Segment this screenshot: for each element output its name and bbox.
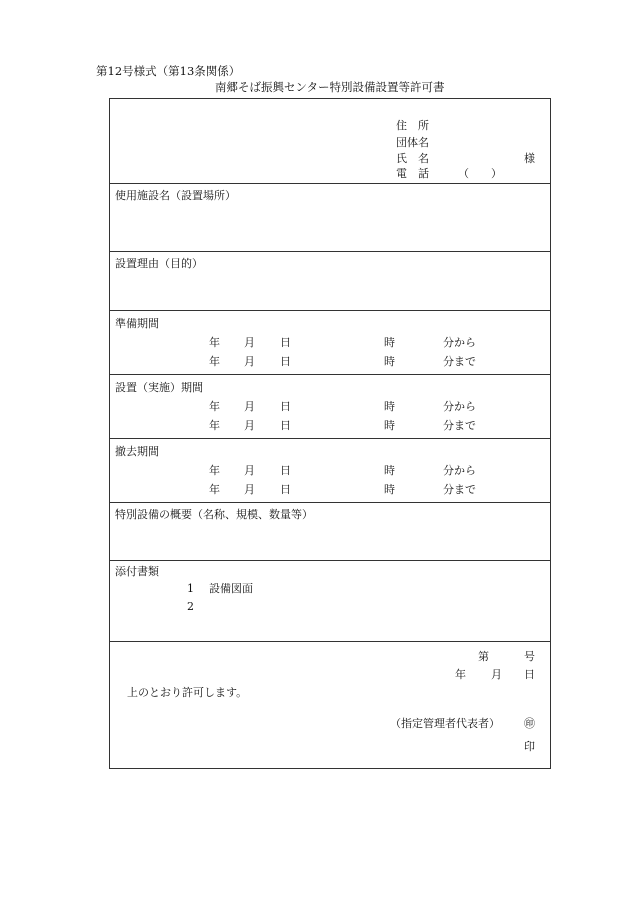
install-from-year: 年 [209, 400, 220, 413]
divider-attachments [109, 641, 551, 642]
install-to-day: 日 [280, 419, 291, 432]
honorific: 様 [524, 152, 535, 165]
removal-from-minute: 分から [443, 464, 476, 477]
removal-to-day: 日 [280, 483, 291, 496]
address-label: 住 所 [396, 119, 429, 132]
manager-label: （指定管理者代表者） [390, 717, 500, 730]
prep-to-hour: 時 [384, 355, 395, 368]
overview-label: 特別設備の概要（名称、規模、数量等） [115, 508, 313, 521]
attachments-label: 添付書類 [115, 565, 159, 578]
seal-mark-icon: ㊞ [524, 717, 535, 730]
removal-from-year: 年 [209, 464, 220, 477]
phone-parens: （ ） [458, 167, 502, 180]
prep-to-year: 年 [209, 355, 220, 368]
removal-to-minute: 分まで [443, 483, 476, 496]
divider-reason [109, 310, 551, 311]
removal-to-hour: 時 [384, 483, 395, 496]
approval-dai: 第 [478, 650, 489, 663]
divider-install [109, 438, 551, 439]
approval-go: 号 [524, 650, 535, 663]
install-from-day: 日 [280, 400, 291, 413]
divider-prep [109, 374, 551, 375]
install-to-minute: 分まで [443, 419, 476, 432]
prep-from-month: 月 [244, 336, 255, 349]
group-label: 団体名 [396, 136, 429, 149]
prep-to-month: 月 [244, 355, 255, 368]
attachment-1-number: 1 [187, 582, 194, 595]
divider-applicant [109, 183, 551, 184]
install-to-hour: 時 [384, 419, 395, 432]
removal-from-month: 月 [244, 464, 255, 477]
install-to-year: 年 [209, 419, 220, 432]
prep-to-day: 日 [280, 355, 291, 368]
prep-to-minute: 分まで [443, 355, 476, 368]
approval-month: 月 [491, 668, 502, 681]
removal-from-hour: 時 [384, 464, 395, 477]
approval-statement: 上のとおり許可します。 [127, 686, 248, 699]
install-label: 設置（実施）期間 [115, 381, 203, 394]
removal-to-month: 月 [244, 483, 255, 496]
prep-from-minute: 分から [443, 336, 476, 349]
seal-label: 印 [524, 740, 535, 753]
prep-from-day: 日 [280, 336, 291, 349]
removal-to-year: 年 [209, 483, 220, 496]
prep-from-hour: 時 [384, 336, 395, 349]
divider-facility [109, 251, 551, 252]
install-to-month: 月 [244, 419, 255, 432]
form-number: 第12号様式（第13条関係） [96, 64, 241, 78]
facility-label: 使用施設名（設置場所） [115, 189, 236, 202]
removal-label: 撤去期間 [115, 445, 159, 458]
approval-year: 年 [455, 668, 466, 681]
removal-from-day: 日 [280, 464, 291, 477]
document-title: 南郷そば振興センター特別設備設置等許可書 [215, 80, 445, 94]
approval-day: 日 [524, 668, 535, 681]
phone-label: 電 話 [396, 167, 429, 180]
name-label: 氏 名 [396, 152, 429, 165]
install-from-hour: 時 [384, 400, 395, 413]
prep-from-year: 年 [209, 336, 220, 349]
prep-label: 準備期間 [115, 317, 159, 330]
reason-label: 設置理由（目的） [115, 257, 203, 270]
install-from-month: 月 [244, 400, 255, 413]
attachment-2-number: 2 [187, 600, 194, 613]
divider-overview [109, 560, 551, 561]
install-from-minute: 分から [443, 400, 476, 413]
divider-removal [109, 502, 551, 503]
attachment-1-text: 設備図面 [209, 582, 253, 595]
